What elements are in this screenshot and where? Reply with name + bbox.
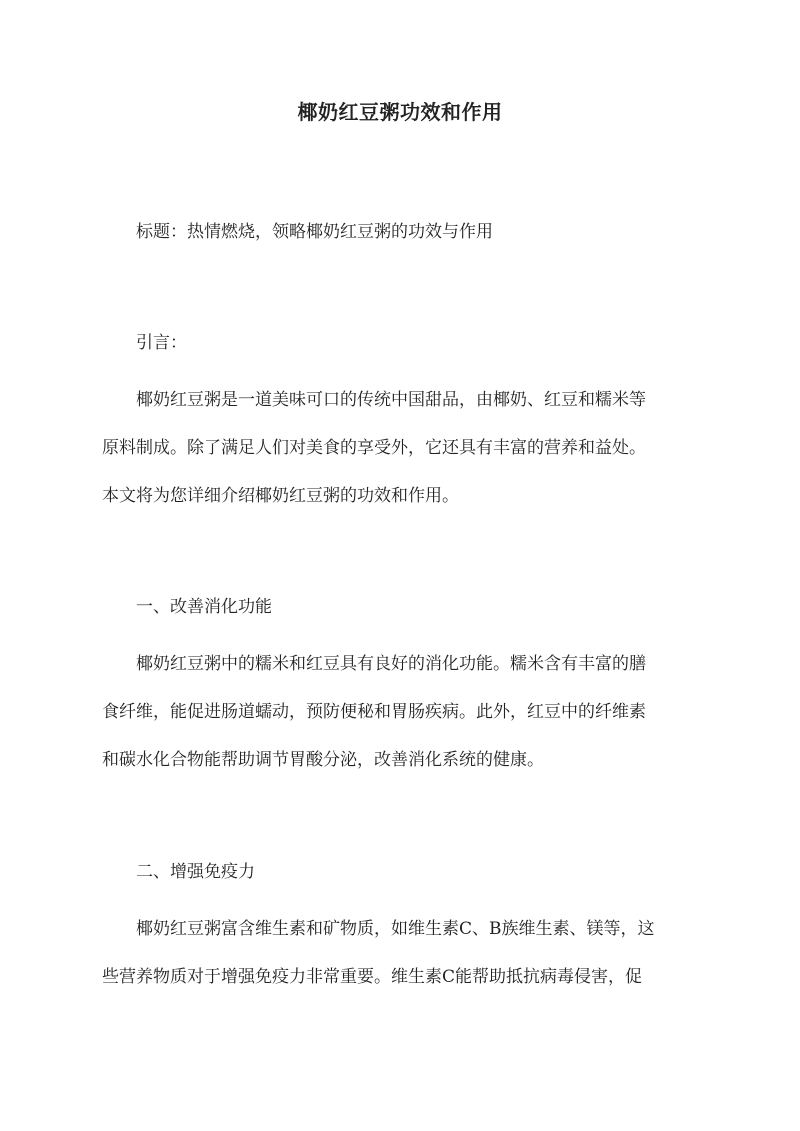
section1-line: 和碳水化合物能帮助调节胃酸分泌，改善消化系统的健康。 (102, 750, 544, 770)
section-heading: 二、增强免疫力 (136, 862, 255, 882)
section2-line: 些营养物质对于增强免疫力非常重要。维生素C能帮助抵抗病毒侵害，促 (102, 967, 643, 987)
section1-line: 椰奶红豆粥中的糯米和红豆具有良好的消化功能。糯米含有丰富的膳 (136, 654, 646, 674)
intro-line: 原料制成。除了满足人们对美食的享受外，它还具有丰富的营养和益处。 (102, 438, 646, 458)
section1-line: 食纤维，能促进肠道蠕动，预防便秘和胃肠疾病。此外，红豆中的纤维素 (102, 702, 646, 722)
intro-line: 椰奶红豆粥是一道美味可口的传统中国甜品，由椰奶、红豆和糯米等 (136, 390, 646, 410)
intro-line: 本文将为您详细介绍椰奶红豆粥的功效和作用。 (102, 486, 459, 506)
section2-line: 椰奶红豆粥富含维生素和矿物质，如维生素C、B族维生素、镁等，这 (136, 919, 655, 939)
intro-heading: 引言： (136, 333, 187, 353)
subtitle-line: 标题：热情燃烧，领略椰奶红豆粥的功效与作用 (136, 222, 493, 242)
document-title: 椰奶红豆粥功效和作用 (297, 100, 503, 124)
section-heading: 一、改善消化功能 (136, 597, 272, 617)
